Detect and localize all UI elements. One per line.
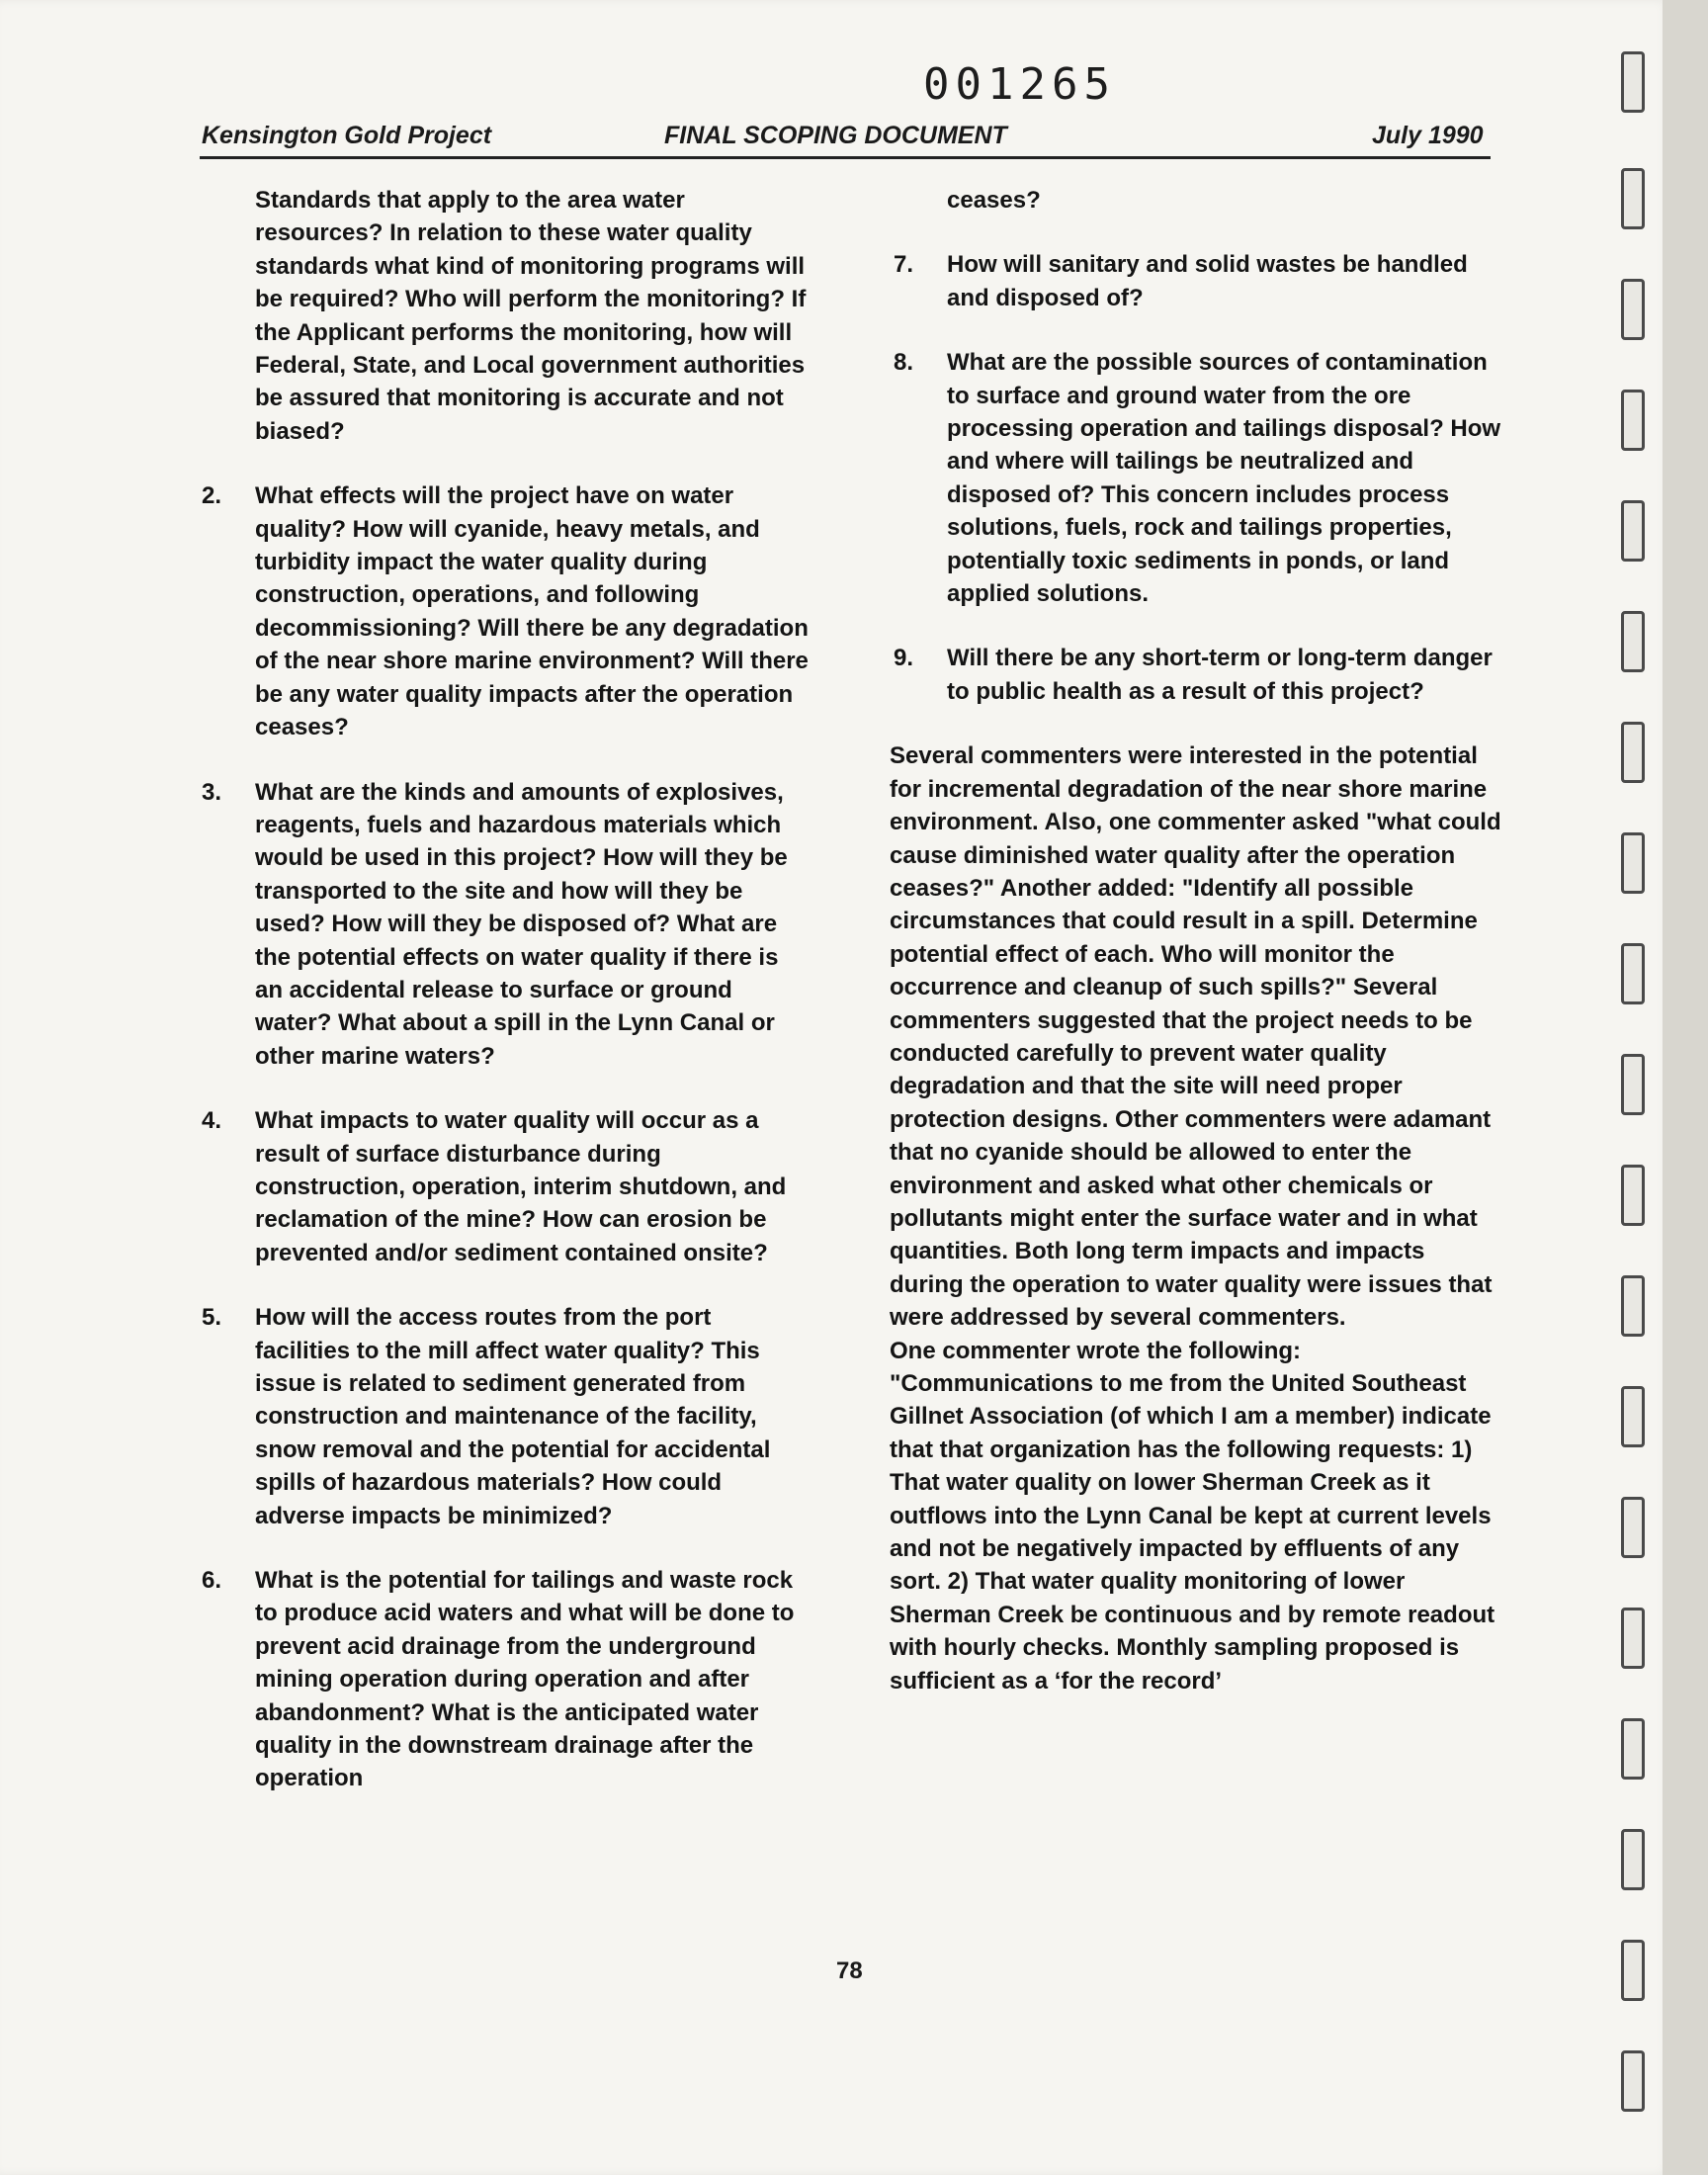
item-number: 3. [202, 778, 222, 806]
header-rule [200, 156, 1491, 159]
item-number: 8. [894, 349, 914, 377]
binder-tab [1621, 279, 1645, 340]
binder-tab [1621, 168, 1645, 229]
question-item [198, 479, 811, 743]
item-text: What are the possible sources of contamination to surface and ground water from the ore processing operation and tailings disposal? How and where will tailings be neutralized and disposed of? This concern includes process solutions, fuels, rock and tailings properties, potentially toxic sediments in ponds, or land applied solutions. [947, 349, 1501, 608]
question-item [198, 1301, 811, 1532]
right-column [890, 184, 1502, 1697]
binder-tab [1621, 611, 1645, 672]
question-item [198, 1564, 811, 1795]
binder-tab [1621, 1054, 1645, 1115]
item-text: What is the potential for tailings and waste rock to produce acid waters and what will be done to prevent acid drainage from the underground mining operation during operation and after abandonment? What is the anticipated water quality in the downstream drainage after the operation [255, 1567, 795, 1792]
continued-item-text: Standards that apply to the area water resources? In relation to these water quality standards what kind of monitoring programs will be required? Who will perform the monitoring? If the Applicant performs the monitoring, how will Federal, State, and Local government authorities be assured that monitoring is accurate and not biased? [255, 187, 807, 445]
binder-tab [1621, 1829, 1645, 1890]
binder-tab [1621, 1718, 1645, 1780]
page-id-stamp: 001265 [923, 59, 1116, 110]
item-text: How will the access routes from the port facilities to the mill affect water quality? This issue is related to sediment generated from construction and maintenance of the facility, snow removal and the potential for accidental spills of hazardous materials? How could adverse impacts be minimized? [255, 1304, 771, 1529]
item-text: Will there be any short-term or long-term danger to public health as a result of this project? [947, 645, 1493, 705]
binder-tab [1621, 51, 1645, 113]
binder-tab [1621, 1608, 1645, 1669]
body-paragraph: One commenter wrote the following: "Communications to me from the United Southeast Gillnet Association (of which I am a member) indicate that that organization has the following requests: 1) That water quality on lower Sherman Creek as it outflows into the Lynn Canal be kept at current levels and not be negatively impacted by effluents of any sort. 2) That water quality monitoring of lower Sherman Creek be continuous and by remote readout with hourly checks. Monthly sampling proposed is sufficient as a ‘for the record’ [890, 1337, 1495, 1695]
item-text: What effects will the project have on water quality? How will cyanide, heavy metals, and turbidity impact the water quality during construction, operations, and following decommissioning? Will there be any degradation of the near shore marine environment? Will there be any water quality impacts after the operation ceases? [255, 482, 809, 741]
binder-tab [1621, 500, 1645, 562]
binder-tab [1621, 1275, 1645, 1337]
binder-tab [1621, 1497, 1645, 1558]
binder-tab [1621, 943, 1645, 1004]
question-item [890, 346, 1502, 610]
question-item [890, 642, 1502, 708]
binder-tab [1621, 1386, 1645, 1447]
question-item [198, 1104, 811, 1269]
item-text: What impacts to water quality will occur as a result of surface disturbance during construction, operation, interim shutdown, and reclamation of the mine? How can erosion be prevented and/or sediment contained onsite? [255, 1107, 787, 1266]
binder-tab [1621, 722, 1645, 783]
item-number: 6. [202, 1567, 222, 1595]
binder-tab [1621, 2050, 1645, 2112]
question-item [198, 776, 811, 1074]
continued-item-text: ceases? [947, 187, 1041, 214]
header-document-title: FINAL SCOPING DOCUMENT [664, 122, 1007, 149]
binder-tab [1621, 1165, 1645, 1226]
item-number: 7. [894, 251, 914, 279]
page-number: 78 [836, 1958, 863, 1984]
header-date: July 1990 [1372, 122, 1484, 149]
scan-edge [1663, 0, 1708, 2175]
item-number: 5. [202, 1304, 222, 1332]
left-column [198, 184, 811, 1827]
binder-tab [1621, 1940, 1645, 2001]
item-text: How will sanitary and solid wastes be handled and disposed of? [947, 251, 1468, 311]
question-item [890, 248, 1502, 314]
header-project-name: Kensington Gold Project [202, 122, 492, 149]
binder-tab [1621, 390, 1645, 451]
binder-tab [1621, 832, 1645, 894]
item-number: 9. [894, 645, 914, 672]
item-text: What are the kinds and amounts of explosives, reagents, fuels and hazardous materials which would be used in this project? How will they be transported to the site and how will they be used? How will they be disposed of? What are the potential effects on water quality if there is an accidental release to surface or ground water? What about a spill in the Lynn Canal or other marine waters? [255, 778, 788, 1070]
body-paragraph: Several commenters were interested in the potential for incremental degradation of the near shore marine environment. Also, one commenter asked "what could cause diminished water quality after the operation ceases?" Another added: "Identify all possible circumstances that could result in a spill. Determine potential effect of each. Who will monitor the occurrence and cleanup of such spills?" Several commenters suggested that the project needs to be conducted carefully to prevent water quality degradation and that the site will need proper protection designs. Other commenters were adamant that no cyanide should be allowed to enter the environment and asked what other chemicals or pollutants might enter the surface water and in what quantities. Both long term impacts and impacts during the operation to water quality were issues that were addressed by several commenters. [890, 742, 1501, 1332]
item-number: 4. [202, 1107, 222, 1135]
item-number: 2. [202, 482, 222, 510]
